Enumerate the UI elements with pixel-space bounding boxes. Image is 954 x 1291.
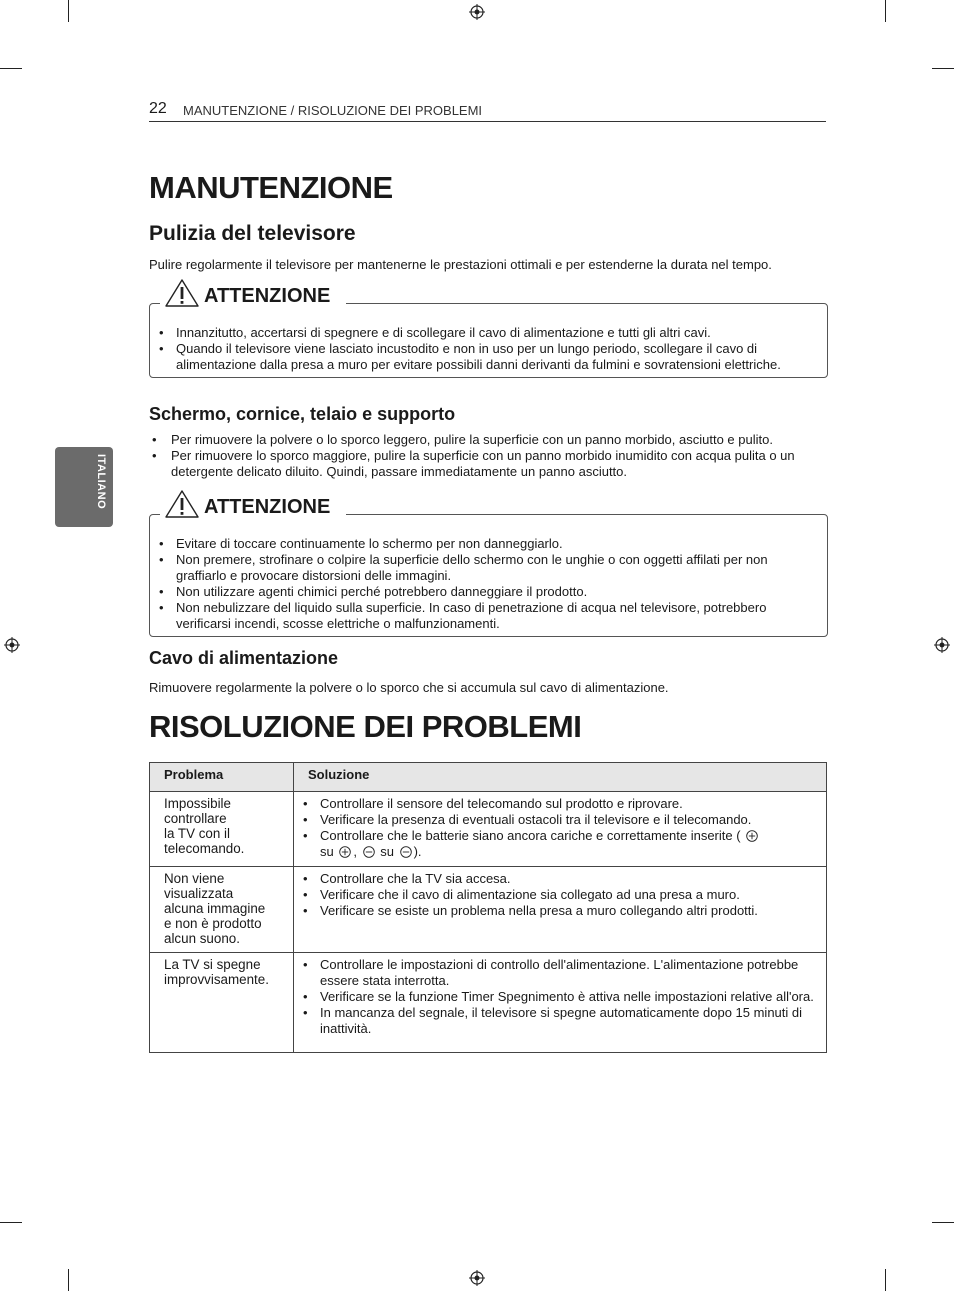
screen-title: Schermo, cornice, telaio e supporto — [149, 404, 456, 424]
crop-mark — [0, 1222, 22, 1223]
header-title: MANUTENZIONE / RISOLUZIONE DEI PROBLEMI — [183, 103, 483, 118]
caution-box — [149, 285, 828, 378]
minus-polarity-icon — [400, 846, 412, 858]
list-item: • Controllare le impostazioni di controllo dell'alimentazione. L'alimentazione potrebbe essere stata interrotta. — [294, 957, 816, 989]
caution-heading — [160, 278, 346, 308]
troubleshooting-table — [149, 762, 827, 1053]
list-item: • Per rimuovere la polvere o lo sporco leggero, pulire la superficie con un panno morbido, asciutto e pulito. — [149, 432, 829, 448]
table-row — [150, 792, 827, 867]
table-row — [150, 953, 827, 1053]
list-item: • Per rimuovere lo sporco maggiore, pulire la superficie con un panno morbido inumidito con acqua pulita o un detergente delicato diluito. Quindi, passare immediatamente un panno asciutto. — [149, 448, 829, 480]
page-header — [149, 100, 826, 122]
cable-text: Rimuovere regolarmente la polvere o lo sporco che si accumula sul cavo di alimentazione. — [149, 680, 669, 695]
cleaning-title: Pulizia del televisore — [149, 222, 356, 245]
screen-list-wrap — [149, 432, 829, 480]
list-item: • Controllare il sensore del telecomando sul prodotto e riprovare. — [294, 796, 816, 812]
solution-list — [294, 957, 816, 1037]
caution-title: ATTENZIONE — [204, 285, 331, 307]
crop-mark — [932, 68, 954, 69]
list-item: • In mancanza del segnale, il televisore si spegne automaticamente dopo 15 minuti di inattività. — [294, 1005, 816, 1037]
plus-polarity-icon — [339, 846, 351, 858]
cable-title: Cavo di alimentazione — [149, 648, 339, 668]
cleaning-text: Pulire regolarmente il televisore per mantenerne le prestazioni ottimali e per estenderne la durata nel tempo. — [149, 257, 772, 272]
plus-polarity-icon — [746, 830, 758, 842]
table-row — [150, 867, 827, 953]
crop-mark — [885, 0, 886, 22]
crop-mark — [885, 1269, 886, 1291]
warning-triangle-icon — [164, 489, 200, 519]
battery-text: ). — [413, 844, 422, 859]
list-item: • Innanzitutto, accertarsi di spegnere e di scollegare il cavo di alimentazione e tutti gli altri cavi. — [150, 325, 819, 341]
caution-list — [150, 536, 819, 632]
problem-cell: La TV si spegne improvvisamente. — [150, 953, 294, 1053]
registration-mark-icon — [469, 4, 485, 20]
list-item: • Non premere, strofinare o colpire la superficie dello schermo con le unghie o con oggetti affilati per non graffiarlo e provocare distorsioni delle immagini. — [150, 552, 819, 584]
caution-box — [149, 496, 828, 637]
column-header-solution: Soluzione — [294, 763, 827, 792]
solution-list — [294, 796, 816, 860]
maintenance-title: MANUTENZIONE — [149, 170, 393, 205]
solution-cell — [294, 792, 827, 867]
solution-cell — [294, 867, 827, 953]
solution-cell — [294, 953, 827, 1053]
battery-text: su — [380, 844, 394, 859]
list-item: • Verificare se la funzione Timer Spegnimento è attiva nelle impostazioni relative all'ora. — [294, 989, 816, 1005]
problem-cell: Non viene visualizzata alcuna immagine e non è prodotto alcun suono. — [150, 867, 294, 953]
list-item: • Verificare se esiste un problema nella presa a muro collegando altri prodotti. — [294, 903, 816, 919]
caution-title: ATTENZIONE — [204, 496, 331, 518]
list-item: • Verificare la presenza di eventuali ostacoli tra il televisore e il telecomando. — [294, 812, 816, 828]
list-item: • Non nebulizzare del liquido sulla superficie. In caso di penetrazione di acqua nel televisore, potrebbero verificarsi incendi, scosse elettriche o malfunzionamenti. — [150, 600, 819, 632]
warning-triangle-icon — [164, 278, 200, 308]
caution-heading — [160, 489, 346, 519]
battery-text: , — [353, 844, 357, 859]
column-header-problem: Problema — [150, 763, 294, 792]
registration-mark-icon — [4, 637, 20, 653]
minus-polarity-icon — [363, 846, 375, 858]
caution-list — [150, 325, 819, 373]
list-item: • Non utilizzare agenti chimici perché potrebbero danneggiare il prodotto. — [150, 584, 819, 600]
solution-list — [294, 871, 816, 919]
list-item: • Controllare che la TV sia accesa. — [294, 871, 816, 887]
language-label: ITALIANO — [95, 454, 107, 510]
problem-cell: Impossibile controllare la TV con il telecomando. — [150, 792, 294, 867]
registration-mark-icon — [469, 1270, 485, 1286]
language-side-tab — [55, 447, 113, 527]
crop-mark — [68, 1269, 69, 1291]
list-item: • Verificare che il cavo di alimentazione sia collegato ad una presa a muro. — [294, 887, 816, 903]
list-item: • Quando il televisore viene lasciato incustodito e non in uso per un lungo periodo, scollegare il cavo di alimentazione dalla presa a muro per evitare possibili danni derivanti da fulmini e sovratensioni elettriche. — [150, 341, 819, 373]
battery-text: Controllare che le batterie siano ancora cariche e correttamente inserite ( — [320, 828, 741, 843]
crop-mark — [932, 1222, 954, 1223]
table-header-row — [150, 763, 827, 792]
list-item: • Evitare di toccare continuamente lo schermo per non danneggiarlo. — [150, 536, 819, 552]
battery-text: su — [320, 844, 334, 859]
list-item — [294, 828, 816, 860]
registration-mark-icon — [934, 637, 950, 653]
page-number: 22 — [149, 100, 167, 117]
crop-mark — [0, 68, 22, 69]
troubleshooting-title: RISOLUZIONE DEI PROBLEMI — [149, 709, 582, 744]
screen-list — [149, 432, 829, 480]
crop-mark — [68, 0, 69, 22]
